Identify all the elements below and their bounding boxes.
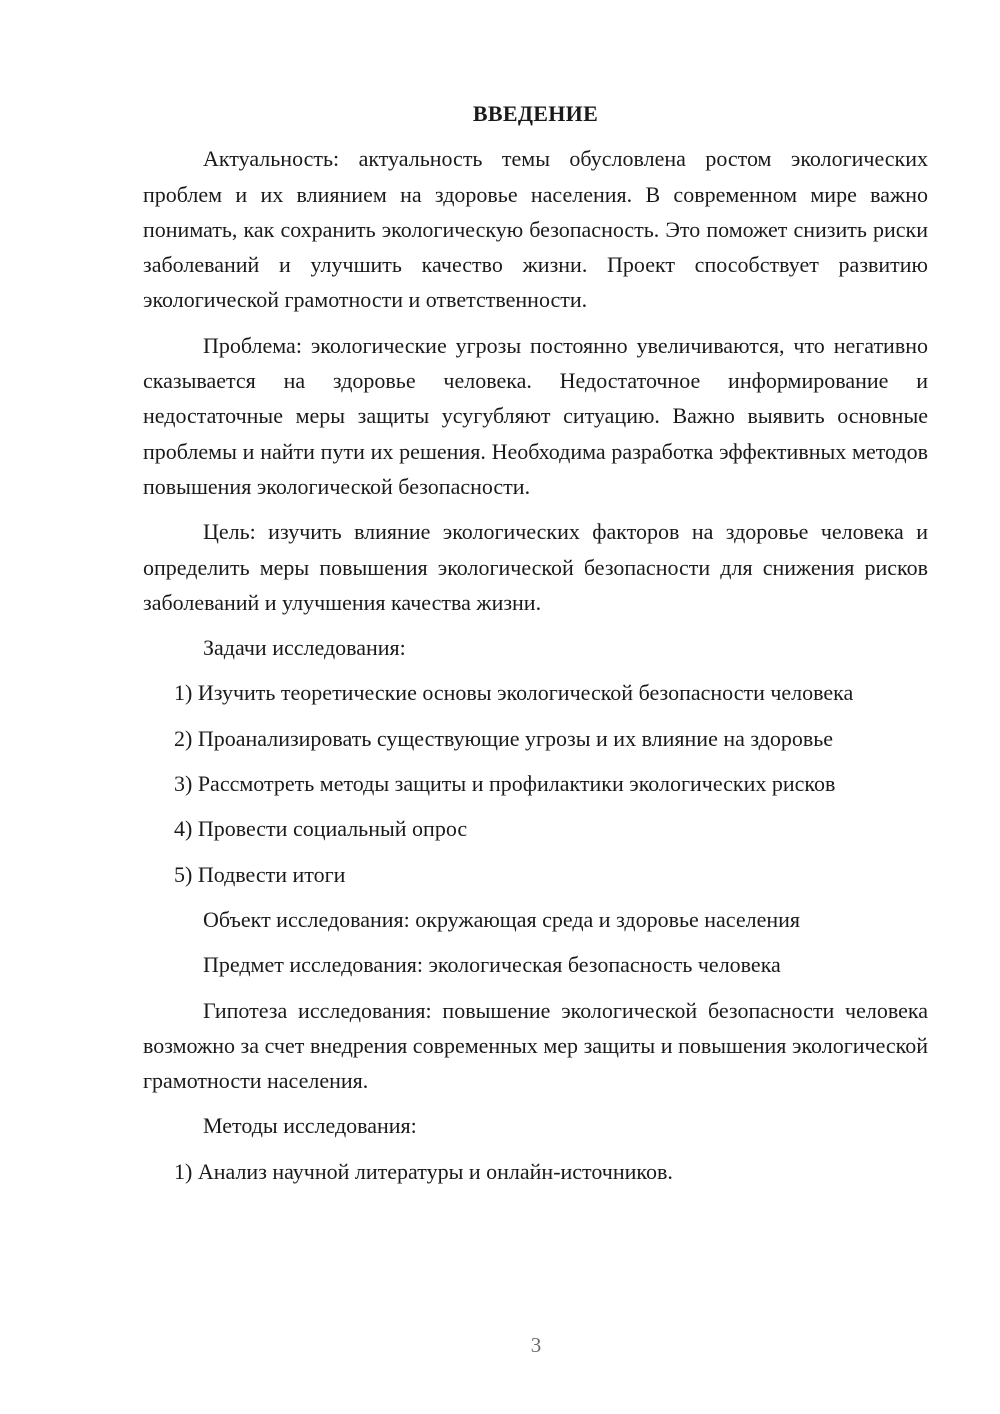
section-title: ВВЕДЕНИЕ	[472, 101, 599, 126]
task-item: 3) Рассмотреть методы защиты и профилактики экологических рисков	[174, 771, 836, 797]
problem-paragraph: Проблема: экологические угрозы постоянно увеличиваются, что негативно сказывается на здоровье человека. Недостаточное информирование и недостаточные меры защиты усугубляют ситуацию. Важно выявить основные проблемы и найти пути их решения. Необходима разработка эффективных методов повышения экологической безопасности.	[143, 332, 928, 499]
task-item: 2) Проанализировать существующие угрозы и их влияние на здоровье	[174, 725, 834, 751]
object-paragraph: Объект исследования: окружающая среда и здоровье населения	[203, 906, 800, 932]
goal-paragraph: Цель: изучить влияние экологических факторов на здоровье человека и определить меры повышения экологической безопасности для снижения рисков заболеваний и улучшения качества жизни.	[143, 519, 928, 615]
task-item: 5) Подвести итоги	[174, 861, 346, 887]
task-item: 1) Изучить теоретические основы экологической безопасности человека	[174, 680, 854, 706]
task-item: 4) Провести социальный опрос	[174, 816, 468, 842]
document-body	[143, 96, 928, 1199]
methods-heading: Методы исследования:	[203, 1113, 417, 1139]
page-number: 3	[530, 1333, 542, 1357]
relevance-paragraph: Актуальность: актуальность темы обусловлена ростом экологических проблем и их влиянием на здоровье населения. В современном мире важно понимать, как сохранить экологическую безопасность. Это поможет снизить риски заболеваний и улучшить качество жизни. Проект способствует развитию экологической грамотности и ответственности.	[143, 146, 928, 313]
hypothesis-paragraph: Гипотеза исследования: повышение экологической безопасности человека возможно за счет внедрения современных мер защиты и повышения экологической грамотности населения.	[143, 997, 928, 1094]
method-item: 1) Анализ научной литературы и онлайн-источников.	[174, 1158, 673, 1184]
subject-paragraph: Предмет исследования: экологическая безопасность человека	[203, 952, 781, 978]
tasks-heading: Задачи исследования:	[203, 635, 406, 661]
